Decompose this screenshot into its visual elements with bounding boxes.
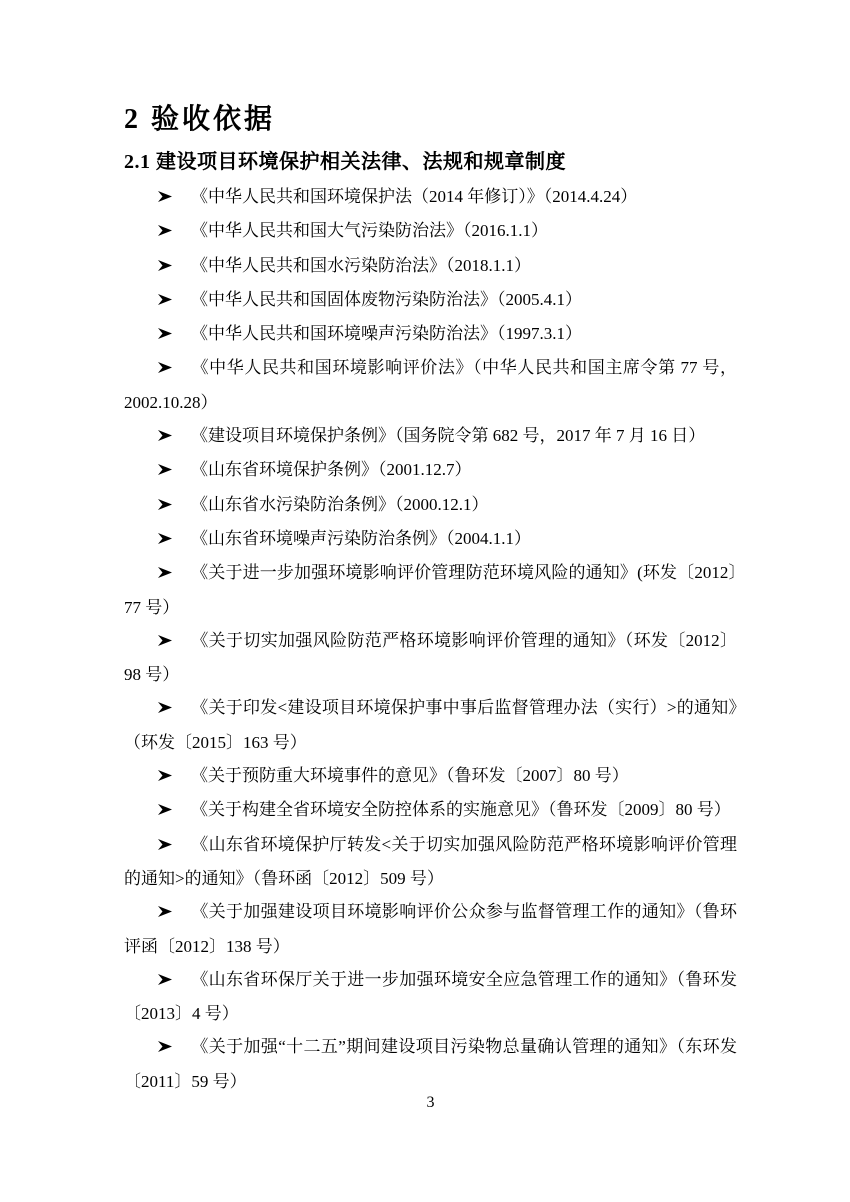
- regulation-list: [124, 180, 737, 1098]
- arrow-bullet-icon: [158, 625, 173, 658]
- arrow-bullet-icon: [158, 318, 173, 351]
- arrow-bullet-icon: [158, 692, 173, 725]
- regulation-list-item: [124, 453, 737, 487]
- regulation-list-item: [124, 419, 737, 453]
- regulation-text: 《中华人民共和国环境保护法（2014 年修订）》（2014.4.24）: [191, 187, 638, 206]
- regulation-list-item: [124, 317, 737, 351]
- arrow-bullet-icon: [158, 454, 173, 487]
- arrow-bullet-icon: [158, 215, 173, 248]
- arrow-bullet-icon: [158, 964, 173, 997]
- regulation-text: 《关于切实加强风险防范严格环境影响评价管理的通知》（环发〔2012〕98 号）: [124, 630, 737, 685]
- regulation-text: 《关于印发<建设项目环境保护事中事后监督管理办法（实行）>的通知》（环发〔2015〕163 号）: [124, 698, 737, 752]
- regulation-list-item: [124, 214, 737, 248]
- regulation-text: 《中华人民共和国环境噪声污染防治法》（1997.3.1）: [191, 324, 582, 344]
- regulation-text: 《山东省环境保护厅转发<关于切实加强风险防范严格环境影响评价管理的通知>的通知》（鲁环函〔2012〕509 号）: [124, 834, 737, 888]
- section-heading: 2.1 建设项目环境保护相关法律、法规和规章制度: [124, 151, 566, 173]
- arrow-bullet-icon: [158, 896, 173, 929]
- regulation-list-item: [124, 624, 737, 692]
- regulation-list-item: [124, 522, 737, 556]
- regulation-list-item: [124, 180, 737, 214]
- regulation-text: 《关于加强“十二五”期间建设项目污染物总量确认管理的通知》（东环发〔2011〕59 号）: [124, 1037, 737, 1091]
- regulation-text: 《关于加强建设项目环境影响评价公众参与监督管理工作的通知》（鲁环评函〔2012〕138 号）: [124, 902, 737, 956]
- chapter-heading: 2 验收依据: [124, 104, 276, 135]
- regulation-text: 《山东省环保厅关于进一步加强环境安全应急管理工作的通知》（鲁环发〔2013〕4 号）: [124, 969, 737, 1024]
- arrow-bullet-icon: [158, 523, 173, 556]
- regulation-text: 《中华人民共和国大气污染防治法》（2016.1.1）: [191, 221, 548, 241]
- regulation-list-item: [124, 895, 737, 963]
- arrow-bullet-icon: [158, 420, 173, 453]
- page-number: 3: [426, 1094, 435, 1111]
- arrow-bullet-icon: [158, 829, 173, 862]
- regulation-list-item: [124, 828, 737, 896]
- arrow-bullet-icon: [158, 794, 173, 827]
- regulation-text: 《中华人民共和国水污染防治法》（2018.1.1）: [191, 255, 531, 275]
- regulation-text: 《关于构建全省环境安全防控体系的实施意见》（鲁环发〔2009〕80 号）: [191, 800, 731, 820]
- regulation-list-item: [124, 249, 737, 283]
- regulation-list-item: [124, 351, 737, 419]
- regulation-text: 《关于进一步加强环境影响评价管理防范环境风险的通知》(环发〔2012〕77 号）: [124, 563, 737, 617]
- arrow-bullet-icon: [158, 250, 173, 283]
- regulation-list-item: [124, 759, 737, 793]
- regulation-list-item: [124, 691, 737, 759]
- arrow-bullet-icon: [158, 557, 173, 590]
- regulation-text: 《关于预防重大环境事件的意见》（鲁环发〔2007〕80 号）: [191, 766, 629, 786]
- regulation-text: 《山东省水污染防治条例》（2000.12.1）: [191, 494, 489, 514]
- regulation-text: 《建设项目环境保护条例》（国务院令第 682 号，2017 年 7 月 16 日）: [191, 426, 706, 446]
- regulation-list-item: [124, 556, 737, 624]
- arrow-bullet-icon: [158, 1031, 173, 1064]
- arrow-bullet-icon: [158, 352, 173, 385]
- arrow-bullet-icon: [158, 760, 173, 793]
- arrow-bullet-icon: [158, 489, 173, 522]
- regulation-text: 《中华人民共和国固体废物污染防治法》（2005.4.1）: [191, 289, 582, 309]
- regulation-list-item: [124, 963, 737, 1031]
- arrow-bullet-icon: [158, 181, 173, 214]
- regulation-list-item: [124, 1030, 737, 1098]
- regulation-list-item: [124, 793, 737, 827]
- regulation-text: 《中华人民共和国环境影响评价法》（中华人民共和国主席令第 77 号，2002.10.28）: [124, 358, 737, 412]
- regulation-text: 《山东省环境保护条例》（2001.12.7）: [191, 460, 472, 480]
- regulation-list-item: [124, 488, 737, 522]
- regulation-list-item: [124, 283, 737, 317]
- arrow-bullet-icon: [158, 284, 173, 317]
- regulation-text: 《山东省环境噪声污染防治条例》（2004.1.1）: [191, 528, 531, 548]
